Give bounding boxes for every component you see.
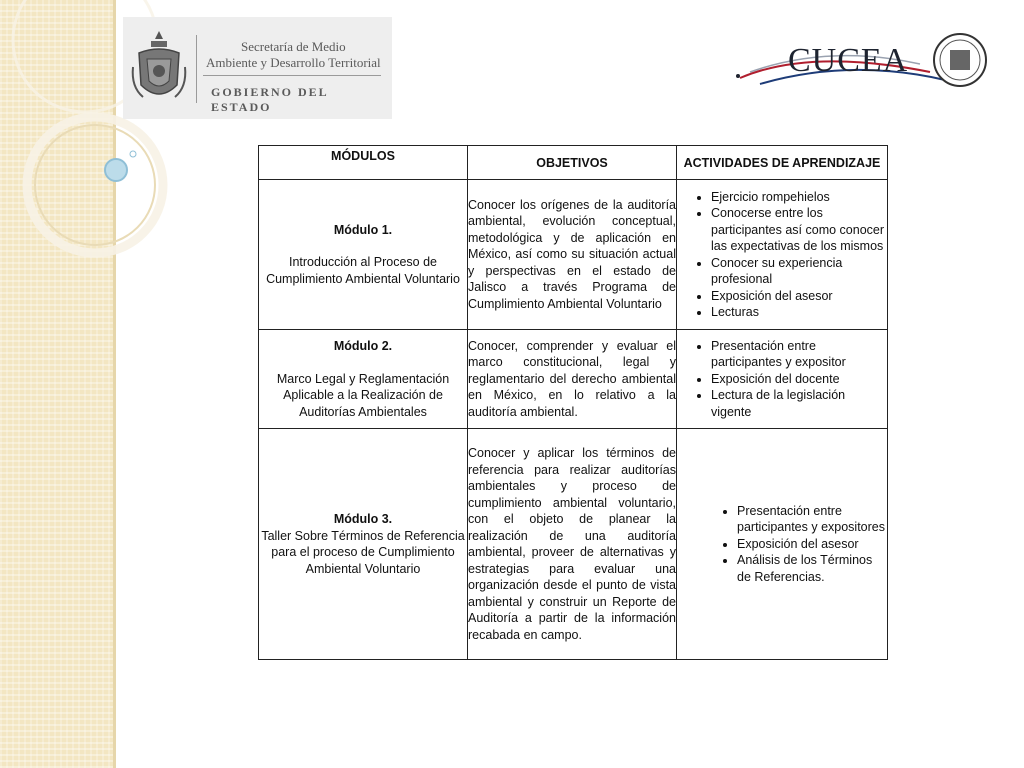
list-item: • Conocerse entre los participantes así como conocer las expectativas de los mismos bbox=[711, 205, 887, 255]
list-item: • Lecturas bbox=[711, 304, 887, 321]
logo-divider bbox=[196, 35, 197, 103]
activities-cell bbox=[677, 330, 888, 429]
module-title: Módulo 3. bbox=[333, 512, 393, 526]
module-cell bbox=[259, 330, 468, 429]
logo-line-3: GOBIERNO DEL ESTADO bbox=[211, 85, 329, 114]
list-item: • Análisis de los Términos de Referencias. bbox=[737, 552, 887, 585]
header-actividades: ACTIVIDADES DE APRENDIZAJE bbox=[677, 146, 888, 180]
list-item: • Presentación entre participantes y expositores bbox=[737, 503, 887, 536]
list-item: • Exposición del docente bbox=[711, 371, 887, 388]
objective-cell: Conocer y aplicar los términos de referencia para realizar auditorías ambientales y proceso de cumplimiento ambiental voluntario, con el objeto de planear la realización de una auditoría ambiental, proveer de alternativas y estrategias para evaluar una organización desde el punto de vista ambiental y construir un Reporte de Auditoría a partir de la información recabada en campo. bbox=[468, 429, 677, 660]
logo-line-2: Ambiente y Desarrollo Territorial bbox=[206, 55, 381, 70]
list-item: • Ejercicio rompehielos bbox=[711, 189, 887, 206]
header-modulos: MÓDULOS bbox=[259, 146, 468, 180]
activities-cell bbox=[677, 180, 888, 330]
list-item: • Exposición del asesor bbox=[737, 536, 887, 553]
list-item: • Lectura de la legislación vigente bbox=[711, 387, 887, 420]
list-item: • Conocer su experiencia profesional bbox=[711, 255, 887, 288]
module-title: Módulo 1. bbox=[333, 222, 393, 237]
logo-line-1: Secretaría de Medio bbox=[241, 39, 346, 54]
modules-table bbox=[258, 145, 888, 660]
cucea-wordmark: CUCEA bbox=[788, 42, 909, 79]
module-cell bbox=[259, 180, 468, 330]
module-description: Introducción al Proceso de Cumplimiento Ambiental Voluntario bbox=[266, 255, 460, 286]
state-crest-icon bbox=[129, 27, 189, 109]
list-item: • Presentación entre participantes y expositor bbox=[711, 338, 887, 371]
module-cell bbox=[259, 429, 468, 660]
table-header-row bbox=[259, 146, 888, 180]
objective-cell: Conocer, comprender y evaluar el marco constitucional, legal y reglamentario del derecho ambiental en México, en lo relativo a la auditoría ambiental. bbox=[468, 330, 677, 429]
table-row bbox=[259, 180, 888, 330]
table-row bbox=[259, 429, 888, 660]
header-objetivos: OBJETIVOS bbox=[468, 146, 677, 180]
activities-cell bbox=[677, 429, 888, 660]
module-title: Módulo 2. bbox=[333, 339, 393, 353]
module-description: Taller Sobre Términos de Referencia para el proceso de Cumplimiento Ambiental Voluntario bbox=[261, 528, 465, 576]
activities-list bbox=[677, 503, 887, 586]
logo-rule bbox=[203, 75, 381, 76]
table-row bbox=[259, 330, 888, 429]
secretaria-logo bbox=[123, 17, 392, 119]
cucea-logo bbox=[730, 28, 1000, 98]
module-description: Marco Legal y Reglamentación Aplicable a la Realización de Auditorías Ambientales bbox=[276, 371, 450, 419]
list-item: • Exposición del asesor bbox=[711, 288, 887, 305]
activities-list bbox=[677, 189, 887, 321]
activities-list bbox=[677, 338, 887, 421]
objective-cell: Conocer los orígenes de la auditoría ambiental, evolución conceptual, metodológica y de aplicación en México, así como su situación actual y perspectivas en el estado de Jalisco a través Programa de Cumplimiento Ambiental Voluntario bbox=[468, 180, 677, 330]
